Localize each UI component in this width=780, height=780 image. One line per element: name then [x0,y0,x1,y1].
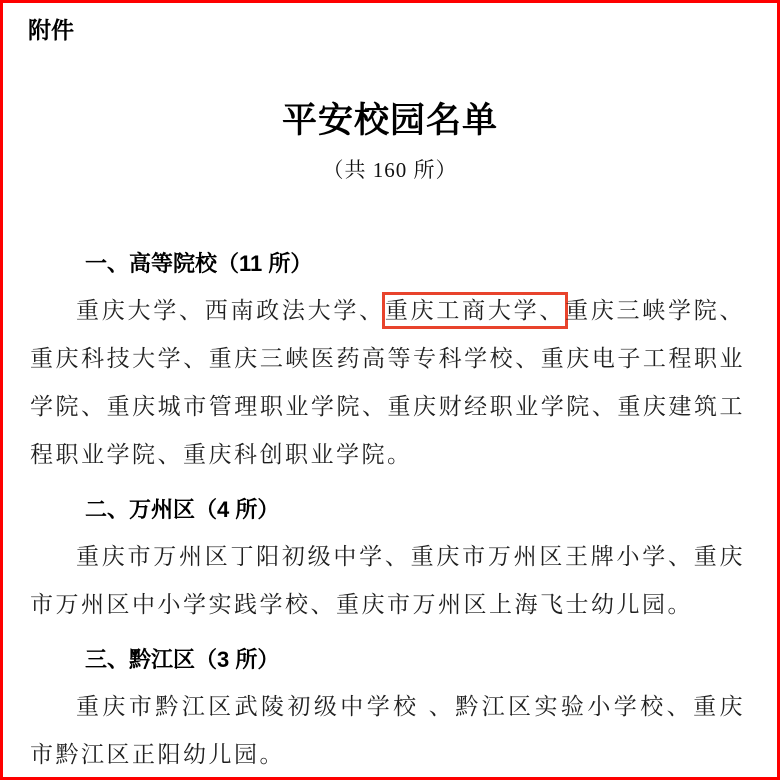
body-text-before-highlight: 重庆大学、西南政法大学、 [76,298,385,323]
section-heading-higher-education: 一、高等院校（11 所） [85,251,313,276]
body-text-after-highlight: 重庆三峡学院、重庆科技大学、重庆三峡医药高等专科学校、重庆电子工程职业学院、重庆城市管理职业学院、重庆财经职业学院、重庆建筑工程职业学院、重庆科创职业学院。 [30,298,746,467]
section-body-wanzhou-district: 重庆市万州区丁阳初级中学、重庆市万州区王牌小学、重庆市万州区中小学实践学校、重庆市万州区上海飞士幼儿园。 [30,544,745,617]
section-heading-qianjiang-district: 三、黔江区（3 所） [85,647,280,672]
section-body-higher-education [30,287,745,479]
total-count-subtitle: （共 160 所） [322,158,458,182]
highlight-box-chongqing-technology-and-business-university: 重庆工商大学、 [382,292,568,329]
section-body-qianjiang-district: 重庆市黔江区武陵初级中学校 、黔江区实验小学校、重庆市黔江区正阳幼儿园。 [30,694,745,767]
attachment-label: 附件 [28,17,74,43]
section-heading-wanzhou-district: 二、万州区（4 所） [85,497,280,522]
page-title: 平安校园名单 [281,101,498,140]
